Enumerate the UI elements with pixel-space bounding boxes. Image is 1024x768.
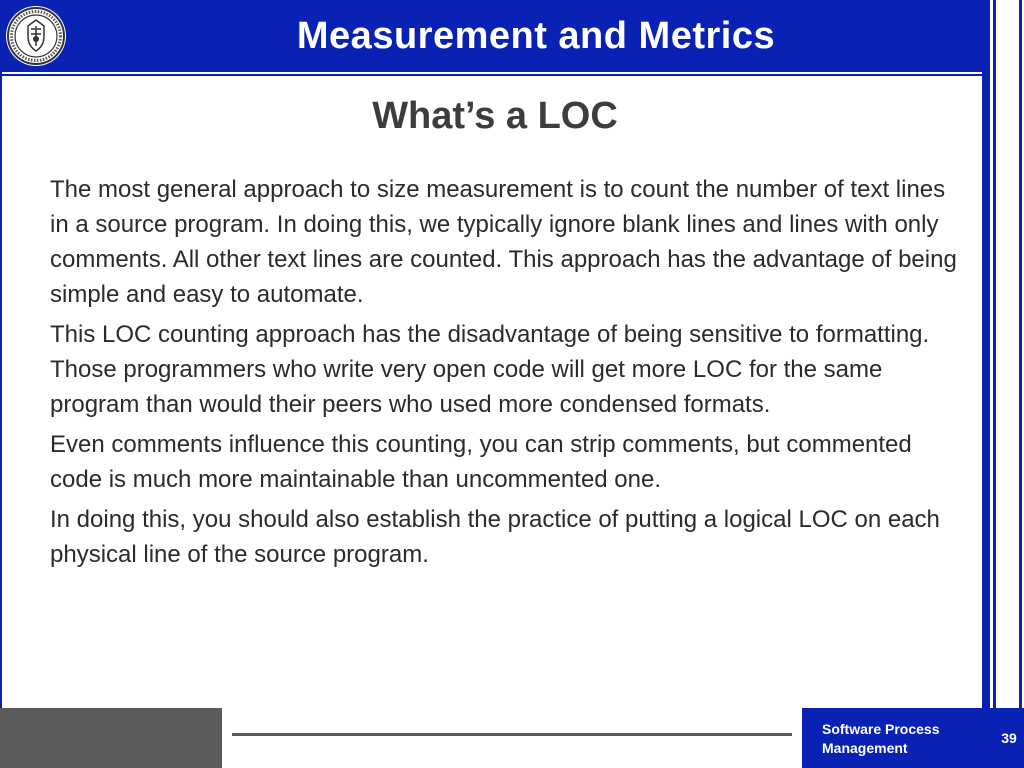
slide-title: What’s a LOC [372, 95, 618, 137]
header-divider [0, 74, 982, 76]
body-paragraph: This LOC counting approach has the disadvantage of being sensitive to formatting. Those programmers who write very open code will get more LOC for the same program than would their peers who used more condensed formats. [50, 321, 930, 418]
footer-divider-line [232, 733, 792, 736]
footer-course-box [802, 708, 982, 768]
left-border [0, 72, 2, 708]
header-bar [0, 0, 982, 72]
slide-body [50, 172, 970, 577]
right-stripe-thin [993, 0, 996, 768]
header-title: Measurement and Metrics [296, 15, 776, 57]
page-number: 39 [1001, 730, 1017, 746]
right-stripe-edge [1019, 0, 1022, 768]
body-paragraph: Even comments influence this counting, you can strip comments, but commented code is much more maintainable than uncommented one. [50, 431, 912, 493]
body-paragraph: The most general approach to size measurement is to count the number of text lines in a source program. In doing this, we typically ignore blank lines and lines with only comments. All other text lines are counted. This approach has the advantage of being simple and easy to automate. [50, 176, 957, 308]
university-seal-icon [4, 4, 68, 68]
footer-gray-block [0, 708, 222, 768]
footer-course-label: Software Process Management [822, 721, 940, 756]
body-paragraph: In doing this, you should also establish the practice of putting a logical LOC on each physical line of the source program. [50, 506, 940, 568]
